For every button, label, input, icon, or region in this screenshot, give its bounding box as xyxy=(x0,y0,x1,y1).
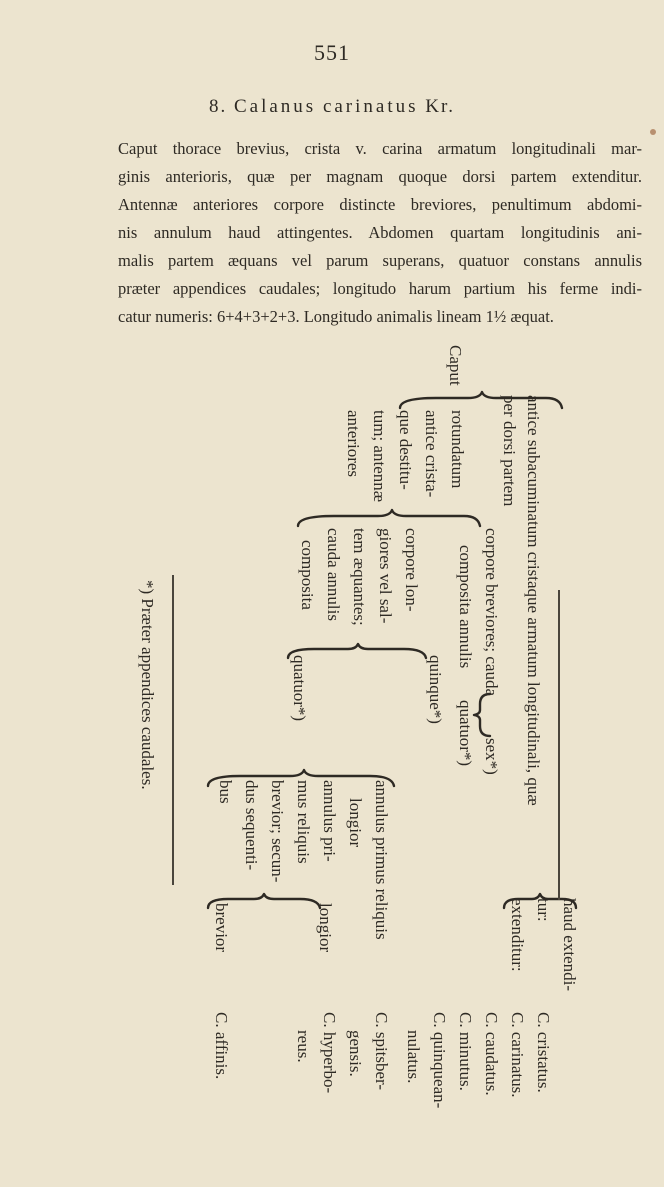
key-col2-line4: tum; antennæ xyxy=(370,410,389,503)
key-count-quatuor-b: quatuor*) xyxy=(290,655,309,722)
species-minutus: C. minutus. xyxy=(456,1012,475,1091)
species-spitsbergensis-1: C. spitsber- xyxy=(372,1012,391,1091)
ink-spot xyxy=(650,129,656,135)
paragraph-line: malis partem æquans vel parum superans, quatuor constans annulis xyxy=(118,251,642,270)
key-count-quinque: quinque*) xyxy=(426,655,445,724)
description-paragraph xyxy=(118,135,642,331)
key-col6-line3: extenditur: xyxy=(508,898,527,972)
key-col1-line2: per dorsi partem xyxy=(500,395,519,507)
species-carinatus: C. carinatus. xyxy=(508,1012,527,1098)
key-col6-line4: longior xyxy=(316,903,335,953)
species-spitsbergensis-2: gensis. xyxy=(346,1030,365,1077)
divider-rule xyxy=(172,575,174,885)
key-col3-line1: corpore breviores; cauda xyxy=(482,528,501,697)
key-col4-line1: corpore lon- xyxy=(402,528,421,612)
species-hyperboreus-2: reus. xyxy=(294,1030,313,1063)
paragraph-line: ginis anterioris, quæ per magnam quoque dorsi partem extenditur. xyxy=(118,167,642,186)
heading-genus: Calanus xyxy=(233,96,317,117)
key-col2-line1: rotundatum xyxy=(448,410,467,489)
species-caudatus: C. caudatus. xyxy=(482,1012,501,1096)
key-col4-line4: cauda annulis xyxy=(324,528,343,621)
key-col5-line6: dus sequenti- xyxy=(242,780,261,871)
key-col1-line1: antice subacuminatum cristaque armatum longitudinali, quæ xyxy=(524,395,543,806)
key-col5-line7: bus xyxy=(216,780,235,804)
key-col3-line2: composita annulis xyxy=(456,545,475,669)
key-col5-line3: annulus pri- xyxy=(320,780,339,862)
species-quinqueannulatus-2: nulatus. xyxy=(404,1030,423,1084)
key-col2-line2: antice crista- xyxy=(422,410,441,498)
key-col5-line5: brevior; secun- xyxy=(268,780,287,883)
key-caput: Caput xyxy=(446,345,465,386)
key-col5-line2: longior xyxy=(346,798,365,848)
key-col5-line4: mus reliquis xyxy=(294,780,313,864)
heading-species: carinatus xyxy=(322,96,419,117)
key-col5-line1: annulus primus reliquis xyxy=(372,780,391,940)
key-col6-line2: tur: xyxy=(534,898,553,922)
species-cristatus: C. cristatus. xyxy=(534,1012,553,1093)
heading-author: Kr. xyxy=(425,96,456,117)
key-col4-line5: composita xyxy=(298,540,317,610)
brace-icon xyxy=(294,508,484,530)
key-col4-line2: giores vel sal- xyxy=(376,528,395,624)
species-heading xyxy=(0,96,664,118)
page-number: 551 xyxy=(314,40,350,65)
key-col2-line5: anteriores xyxy=(344,410,363,478)
heading-number: 8. xyxy=(208,96,228,117)
footnote: *) Præter appendices caudales. xyxy=(138,580,157,790)
species-affinis: C. affinis. xyxy=(212,1012,231,1080)
paragraph-line: Caput thorace brevius, crista v. carina armatum longitudinali mar- xyxy=(118,139,642,158)
species-quinqueannulatus-1: C. quinquean- xyxy=(430,1012,449,1109)
key-count-quatuor-a: quatuor*) xyxy=(456,700,475,767)
paragraph-line: Antennæ anteriores corpore distincte breviores, penultimum abdomi- xyxy=(118,195,642,214)
key-col2-line3: que destitu- xyxy=(396,410,415,490)
key-col6-line1: haud extendi- xyxy=(560,898,579,991)
species-hyperboreus-1: C. hyperbo- xyxy=(320,1012,339,1094)
key-col6-line5: brevior xyxy=(212,903,231,953)
key-col4-line3: tem æquantes; xyxy=(350,528,369,626)
paragraph-line: nis annulum haud attingentes. Abdomen quartam longitudinis ani- xyxy=(118,223,642,242)
divider-rule xyxy=(558,590,560,900)
paragraph-line: catur numeris: 6+4+3+2+3. Longitudo animalis lineam 1½ æquat. xyxy=(118,307,554,326)
paragraph-line: præter appendices caudales; longitudo harum partium his ferme indi- xyxy=(118,279,642,298)
key-count-sex: sex*) xyxy=(482,738,501,775)
